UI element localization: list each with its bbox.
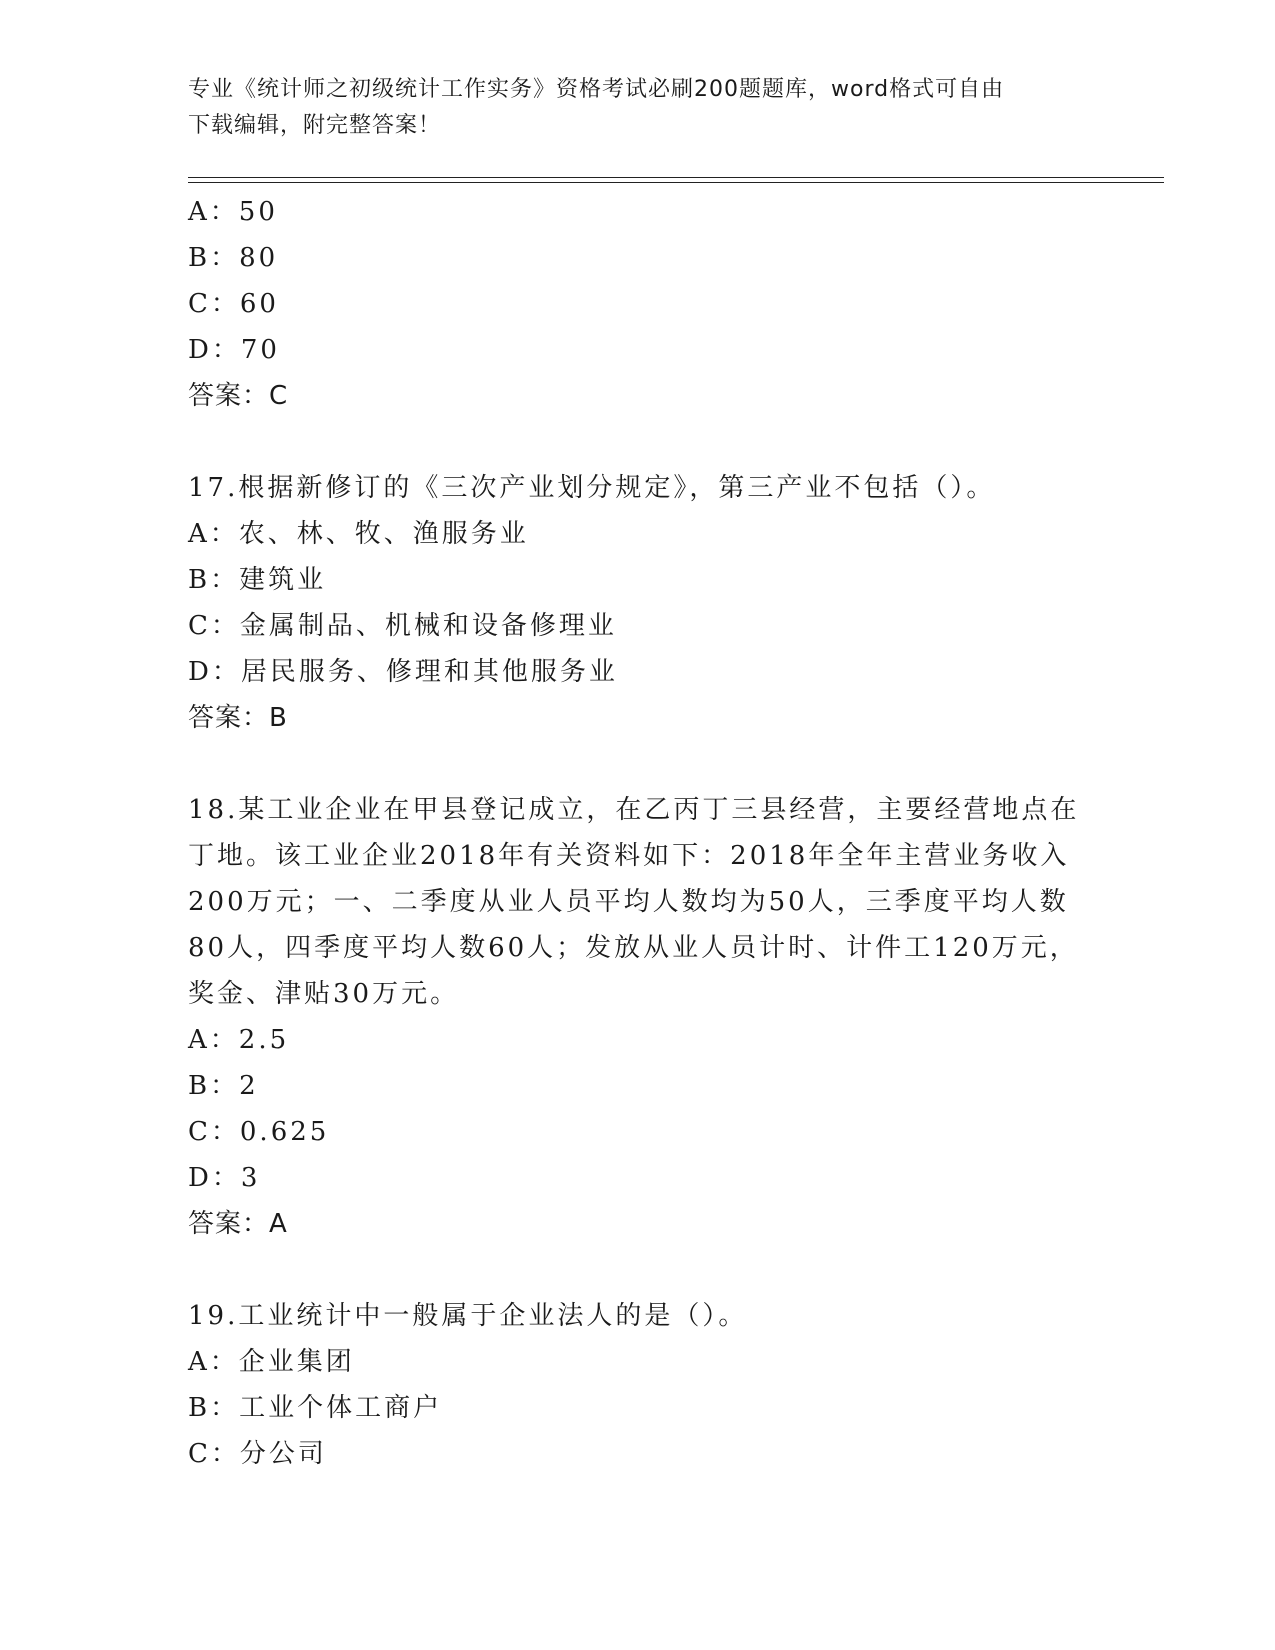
question-stem: 19.工业统计中一般属于企业法人的是（）。: [188, 1301, 748, 1331]
question-stem: 17.根据新修订的《三次产业划分规定》，第三产业不包括（）。: [188, 473, 996, 503]
answer: 答案：A: [188, 1209, 288, 1239]
header-divider-top: [188, 177, 1164, 178]
option-d: D：3: [188, 1163, 261, 1193]
header-line-2: 下载编辑，附完整答案！: [188, 113, 442, 138]
question-stem-line-1: 18.某工业企业在甲县登记成立，在乙丙丁三县经营，主要经营地点在: [188, 795, 1080, 825]
spacer: [188, 741, 1088, 787]
option-b: B：2: [188, 1071, 259, 1101]
option-b: B：建筑业: [188, 565, 327, 595]
option-d: D：居民服务、修理和其他服务业: [188, 657, 618, 687]
option-a: A：50: [188, 197, 278, 227]
question-19: [188, 1293, 1088, 1477]
spacer: [188, 419, 1088, 465]
question-17: [188, 465, 1088, 741]
header-divider-bottom: [188, 182, 1164, 183]
question-16: [188, 189, 1088, 419]
option-c: C：分公司: [188, 1439, 327, 1469]
option-d: D：70: [188, 335, 280, 365]
option-b: B：80: [188, 243, 279, 273]
option-a: A：企业集团: [188, 1347, 355, 1377]
header-line-1: 专业《统计师之初级统计工作实务》资格考试必刷200题题库，word格式可自由: [188, 77, 1005, 102]
option-c: C：60: [188, 289, 279, 319]
option-c: C：0.625: [188, 1117, 330, 1147]
spacer: [188, 1247, 1088, 1293]
question-stem-line-2: 丁地。该工业企业2018年有关资料如下：2018年全年主营业务收入: [188, 841, 1070, 871]
option-a: A：农、林、牧、渔服务业: [188, 519, 529, 549]
answer: 答案：B: [188, 703, 288, 733]
question-18: [188, 787, 1088, 1247]
question-content: [188, 189, 1088, 1477]
document-header: [188, 72, 1088, 144]
option-b: B：工业个体工商户: [188, 1393, 443, 1423]
question-stem-line-4: 80人，四季度平均人数60人；发放从业人员计时、计件工120万元，: [188, 933, 1079, 963]
answer: 答案：C: [188, 381, 289, 411]
question-stem-line-3: 200万元；一、二季度从业人员平均人数均为50人，三季度平均人数: [188, 887, 1069, 917]
question-stem-line-5: 奖金、津贴30万元。: [188, 979, 460, 1009]
option-a: A：2.5: [188, 1025, 290, 1055]
option-c: C：金属制品、机械和设备修理业: [188, 611, 617, 641]
